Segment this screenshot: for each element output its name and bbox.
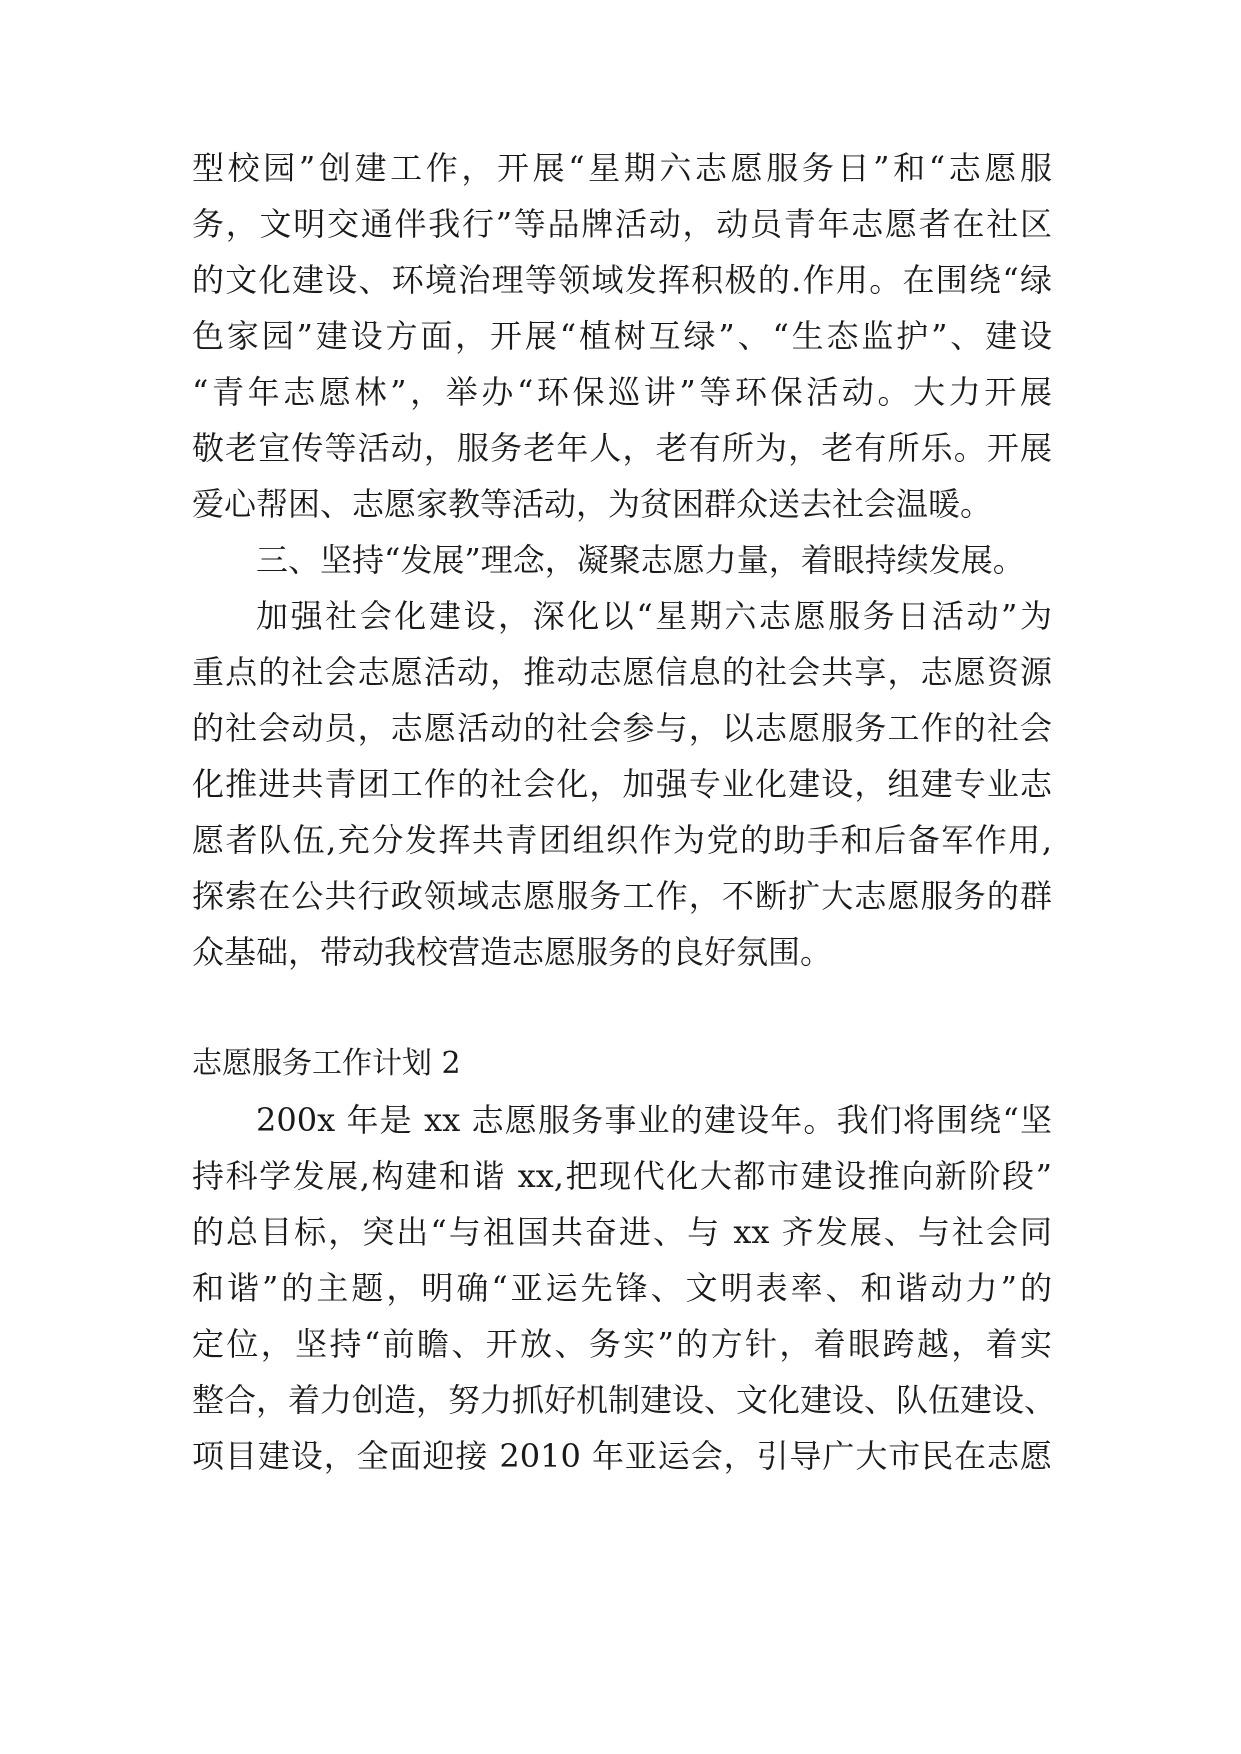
paragraph-line: 化推进共青团工作的社会化，加强专业化建设，组建专业志 (192, 765, 1052, 803)
point-heading: 三、坚持“发展”理念，凝聚志愿力量，着眼持续发展。 (256, 541, 1025, 579)
paragraph-line: 愿者队伍,充分发挥共青团组织作为党的助手和后备军作用, (192, 821, 1052, 859)
paragraph-line: 务，文明交通伴我行”等品牌活动，动员青年志愿者在社区 (192, 205, 1052, 243)
paragraph-line: 探索在公共行政领域志愿服务工作，不断扩大志愿服务的群 (192, 877, 1052, 915)
paragraph-line: 的总目标，突出“与祖国共奋进、与 xx 齐发展、与社会同 (192, 1213, 1052, 1251)
paragraph-line: 的社会动员，志愿活动的社会参与，以志愿服务工作的社会 (192, 709, 1052, 747)
paragraph-line: 持科学发展,构建和谐 xx,把现代化大都市建设推向新阶段” (192, 1157, 1052, 1195)
paragraph-line: 和谐”的主题，明确“亚运先锋、文明表率、和谐动力”的 (192, 1269, 1052, 1307)
paragraph-line: 众基础，带动我校营造志愿服务的良好氛围。 (192, 933, 833, 971)
paragraph-line: 的文化建设、环境治理等领域发挥积极的.作用。在围绕“绿 (192, 261, 1052, 299)
paragraph-line: 项目建设，全面迎接 2010 年亚运会，引导广大市民在志愿 (192, 1437, 1052, 1475)
paragraph-line: 爱心帮困、志愿家教等活动，为贫困群众送去社会温暖。 (192, 485, 993, 523)
paragraph-line: 重点的社会志愿活动，推动志愿信息的社会共享，志愿资源 (192, 653, 1052, 691)
paragraph-line: 定位，坚持“前瞻、开放、务实”的方针，着眼跨越，着实 (192, 1325, 1052, 1363)
paragraph-line: 色家园”建设方面，开展“植树互绿”、“生态监护”、建设 (192, 317, 1052, 355)
paragraph-line: “青年志愿林”，举办“环保巡讲”等环保活动。大力开展 (192, 373, 1052, 411)
paragraph-line: 加强社会化建设，深化以“星期六志愿服务日活动”为 (256, 597, 1052, 635)
paragraph-line: 200x 年是 xx 志愿服务事业的建设年。我们将围绕“坚 (256, 1101, 1052, 1139)
section-title: 志愿服务工作计划 2 (192, 1046, 461, 1081)
paragraph-line: 整合，着力创造，努力抓好机制建设、文化建设、队伍建设、 (192, 1381, 1057, 1419)
paragraph-line: 敬老宣传等活动，服务老年人，老有所为，老有所乐。开展 (192, 429, 1052, 467)
paragraph-line: 型校园”创建工作，开展“星期六志愿服务日”和“志愿服 (192, 149, 1052, 187)
